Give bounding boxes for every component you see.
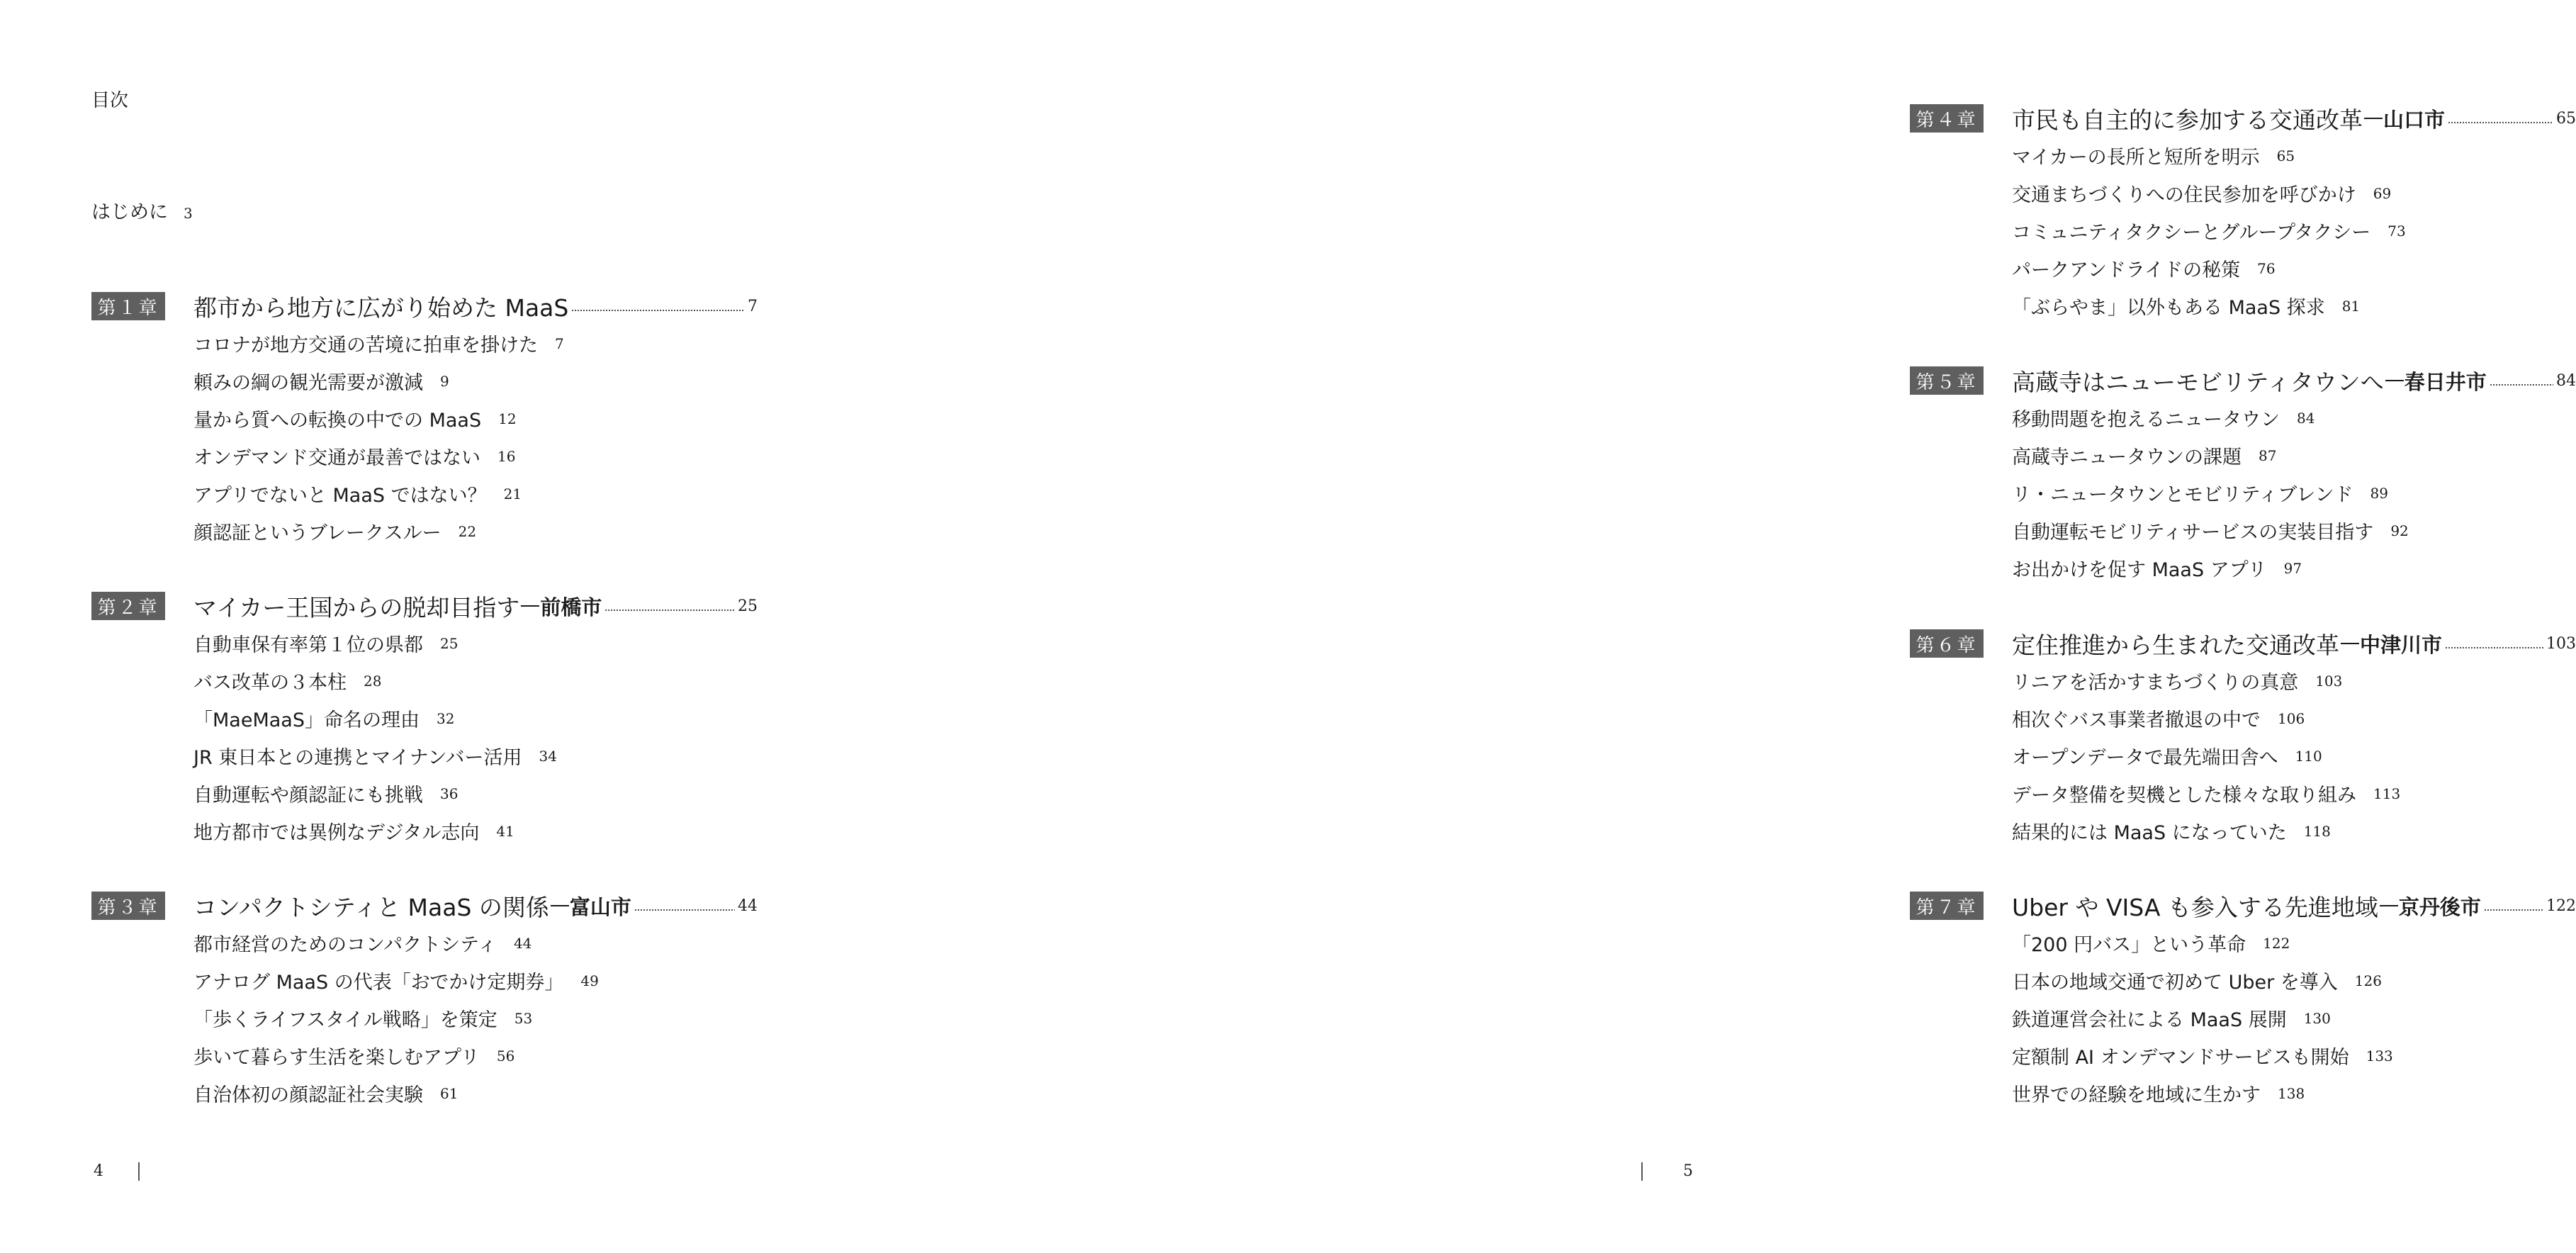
chapter-badge: 第１章 (91, 292, 165, 320)
section-title: リ・ニュータウンとモビリティブレンド (2012, 484, 2353, 506)
section-entry[interactable] (193, 512, 758, 550)
section-page-number: 130 (2303, 1009, 2331, 1027)
chapter-page-number: 122 (2546, 897, 2576, 915)
chapter-heading[interactable] (91, 288, 758, 325)
section-entry[interactable] (2012, 137, 2576, 174)
section-title: 自動運転や顔認証にも挑戦 (193, 785, 423, 807)
section-page-number: 138 (2278, 1084, 2305, 1102)
section-entry[interactable] (2012, 737, 2576, 775)
section-page-number: 53 (514, 1009, 533, 1027)
section-title: 交通まちづくりへの住民参加を呼びかけ (2012, 184, 2356, 206)
section-title: リニアを活かすまちづくりの真意 (2012, 672, 2299, 694)
chapter-heading[interactable] (1910, 887, 2576, 924)
em-dash (2380, 905, 2398, 906)
chapter-title: 市民も自主的に参加する交通改革 (2012, 106, 2363, 134)
section-entry[interactable] (193, 362, 758, 400)
section-page-number: 113 (2373, 785, 2401, 802)
section-entry[interactable] (193, 962, 758, 999)
section-entry[interactable] (2012, 399, 2576, 437)
chapter-6 (1910, 625, 2576, 850)
section-entry[interactable] (2012, 474, 2576, 512)
chapter-badge: 第２章 (91, 592, 165, 620)
section-title: 「歩くライフスタイル戦略」を策定 (193, 1009, 497, 1031)
section-entry[interactable] (193, 924, 758, 962)
chapter-heading[interactable] (1910, 362, 2576, 399)
section-title: オンデマンド交通が最善ではない (193, 447, 480, 469)
em-dash (551, 905, 569, 906)
chapter-title: 高蔵寺はニューモビリティタウンへ (2012, 368, 2384, 396)
section-title: 相次ぐバス事業者撤退の中で (2012, 709, 2261, 731)
chapter-page-number: 103 (2546, 634, 2576, 653)
section-page-number: 36 (440, 785, 459, 802)
section-title: データ整備を契機とした様々な取り組み (2012, 785, 2356, 807)
section-list (91, 325, 758, 550)
section-entry[interactable] (2012, 174, 2576, 212)
em-dash (2341, 643, 2359, 644)
section-title: オープンデータで最先端田舎へ (2012, 747, 2278, 769)
section-entry[interactable] (2012, 437, 2576, 474)
chapter-1 (91, 288, 758, 550)
dot-leader (604, 609, 735, 611)
chapter-heading[interactable] (1910, 625, 2576, 662)
chapter-3 (91, 887, 758, 1112)
section-entry[interactable] (2012, 775, 2576, 812)
section-page-number: 89 (2370, 484, 2388, 502)
chapter-city: 富山市 (569, 894, 631, 919)
chapter-page-number: 44 (738, 897, 758, 915)
section-title: 定額制 AI オンデマンドサービスも開始 (2012, 1047, 2349, 1069)
section-title: 歩いて暮らす生活を楽しむアプリ (193, 1047, 480, 1069)
section-entry[interactable] (193, 775, 758, 812)
section-page-number: 92 (2390, 522, 2409, 539)
section-page-number: 69 (2373, 184, 2392, 202)
page-number-right: 5 (1683, 1162, 1693, 1180)
section-page-number: 32 (436, 709, 455, 727)
section-page-number: 126 (2354, 972, 2382, 989)
section-entry[interactable] (193, 325, 758, 362)
section-list (1910, 399, 2576, 587)
section-entry[interactable] (2012, 662, 2576, 699)
section-page-number: 106 (2278, 709, 2305, 727)
chapter-title: 都市から地方に広がり始めた MaaS (193, 293, 569, 322)
section-title: 自動運転モビリティサービスの実装目指す (2012, 522, 2374, 544)
em-dash (2364, 118, 2383, 119)
section-title: 世界での経験を地域に生かす (2012, 1084, 2261, 1106)
section-list (91, 624, 758, 850)
section-entry[interactable] (2012, 287, 2576, 325)
section-entry[interactable] (193, 699, 758, 737)
section-entry[interactable] (2012, 999, 2576, 1037)
section-title: コミュニティタクシーとグループタクシー (2012, 222, 2371, 244)
section-page-number: 81 (2341, 297, 2361, 315)
section-title: 「MaeMaaS」命名の理由 (193, 709, 420, 731)
folio-rule (1641, 1162, 1643, 1181)
section-entry[interactable] (193, 737, 758, 775)
intro-entry[interactable] (91, 198, 193, 227)
section-page-number: 16 (497, 447, 516, 465)
section-page-number: 25 (440, 634, 459, 652)
section-page-number: 110 (2295, 747, 2322, 765)
section-page-number: 21 (503, 485, 522, 502)
section-page-number: 97 (2283, 559, 2302, 577)
section-page-number: 118 (2303, 822, 2331, 840)
section-title: アナログ MaaS の代表「おでかけ定期券」 (193, 972, 564, 994)
dot-leader (2490, 384, 2553, 386)
chapter-heading[interactable] (91, 887, 758, 924)
section-page-number: 103 (2315, 672, 2343, 690)
intro-page-number: 3 (184, 205, 193, 222)
section-entry[interactable] (2012, 512, 2576, 549)
section-list (1910, 662, 2576, 850)
section-title: 量から質への転換の中での MaaS (193, 410, 482, 432)
section-entry[interactable] (2012, 699, 2576, 737)
section-page-number: 65 (2276, 147, 2295, 164)
chapter-badge: 第４章 (1910, 104, 1984, 133)
chapter-2 (91, 588, 758, 850)
chapter-7 (1910, 887, 2576, 1112)
section-entry[interactable] (2012, 1074, 2576, 1112)
section-entry[interactable] (193, 1037, 758, 1074)
section-list (1910, 924, 2576, 1112)
section-page-number: 9 (440, 372, 449, 390)
section-page-number: 133 (2366, 1047, 2393, 1064)
chapter-badge: 第７章 (1910, 892, 1984, 920)
section-title: 結果的には MaaS になっていた (2012, 822, 2287, 844)
section-page-number: 44 (513, 934, 532, 952)
section-title: 顔認証というブレークスルー (193, 522, 441, 544)
section-title: マイカーの長所と短所を明示 (2012, 147, 2260, 169)
chapter-city: 春日井市 (2404, 369, 2487, 394)
chapter-5 (1910, 362, 2576, 587)
chapter-city: 京丹後市 (2398, 894, 2481, 919)
chapter-title: コンパクトシティと MaaS の関係 (193, 893, 549, 921)
chapter-4 (1910, 100, 2576, 325)
section-page-number: 34 (539, 747, 557, 765)
section-page-number: 56 (496, 1047, 515, 1064)
section-entry[interactable] (193, 400, 758, 437)
section-title: 頼みの綱の観光需要が激減 (193, 372, 423, 394)
section-page-number: 22 (458, 522, 477, 540)
section-title: アプリでないと MaaS ではない？ (193, 485, 487, 507)
chapter-city: 前橋市 (540, 595, 602, 619)
section-page-number: 122 (2263, 934, 2290, 952)
dot-leader (2445, 647, 2543, 648)
section-title: 自動車保有率第１位の県都 (193, 634, 423, 656)
right-page (886, 0, 2576, 1253)
section-title: 「200 円バス」という革命 (2012, 934, 2246, 956)
section-entry[interactable] (193, 999, 758, 1037)
section-list (1910, 137, 2576, 325)
chapter-page-number: 25 (738, 597, 758, 615)
section-title: パークアンドライドの秘策 (2012, 259, 2241, 281)
section-title: お出かけを促す MaaS アプリ (2012, 559, 2267, 581)
section-page-number: 73 (2387, 222, 2406, 240)
section-title: 自治体初の顔認証社会実験 (193, 1084, 423, 1106)
chapter-badge: 第３章 (91, 892, 165, 920)
section-title: 移動問題を抱えるニュータウン (2012, 409, 2280, 431)
chapter-title: Uber や VISA も参入する先進地域 (2012, 893, 2378, 921)
section-entry[interactable] (193, 662, 758, 699)
section-title: 地方都市では異例なデジタル志向 (193, 822, 480, 844)
section-title: バス改革の３本柱 (193, 672, 347, 694)
section-list (91, 924, 758, 1112)
chapter-badge: 第５章 (1910, 366, 1984, 395)
section-page-number: 61 (440, 1084, 459, 1102)
section-title: 日本の地域交通で初めて Uber を導入 (2012, 972, 2338, 994)
chapter-title: 定住推進から生まれた交通改革 (2012, 631, 2339, 659)
section-entry[interactable] (2012, 924, 2576, 962)
dot-leader (634, 909, 735, 911)
section-entry[interactable] (193, 475, 758, 512)
dot-leader (571, 310, 745, 311)
section-title: 高蔵寺ニュータウンの課題 (2012, 446, 2242, 468)
chapter-heading[interactable] (91, 588, 758, 624)
section-page-number: 28 (364, 672, 382, 690)
intro-label: はじめに (91, 201, 168, 223)
section-title: JR 東日本との連携とマイナンバー活用 (193, 747, 522, 769)
chapter-badge: 第６章 (1910, 629, 1984, 658)
section-page-number: 84 (2297, 409, 2315, 427)
chapter-heading[interactable] (1910, 100, 2576, 137)
section-page-number: 7 (555, 335, 564, 352)
chapter-page-number: 65 (2556, 109, 2576, 128)
section-entry[interactable] (193, 812, 758, 850)
section-entry[interactable] (2012, 962, 2576, 999)
section-page-number: 49 (580, 972, 599, 989)
section-title: コロナが地方交通の苦境に拍車を掛けた (193, 335, 538, 356)
section-title: 「ぶらやま」以外もある MaaS 探求 (2012, 297, 2325, 319)
section-page-number: 87 (2259, 446, 2277, 464)
dot-leader (2484, 909, 2543, 911)
dot-leader (2448, 122, 2553, 123)
section-entry[interactable] (2012, 1037, 2576, 1074)
section-page-number: 12 (498, 410, 517, 427)
section-page-number: 76 (2257, 259, 2276, 277)
section-entry[interactable] (2012, 549, 2576, 587)
page-number-left: 4 (94, 1162, 103, 1180)
section-title: 都市経営のためのコンパクトシティ (193, 934, 497, 956)
toc-title: 目次 (91, 90, 129, 111)
section-entry[interactable] (193, 624, 758, 662)
left-page (0, 0, 886, 1253)
section-page-number: 41 (496, 822, 514, 840)
section-entry[interactable] (193, 1074, 758, 1112)
folio-rule (138, 1162, 140, 1181)
section-title: 鉄道運営会社による MaaS 展開 (2012, 1009, 2287, 1031)
chapter-title: マイカー王国からの脱却目指す (193, 593, 520, 622)
section-entry[interactable] (2012, 212, 2576, 249)
em-dash (2385, 380, 2404, 381)
em-dash (521, 605, 539, 607)
section-entry[interactable] (193, 437, 758, 475)
chapter-page-number: 7 (748, 297, 758, 315)
section-entry[interactable] (2012, 249, 2576, 287)
chapter-city: 中津川市 (2360, 632, 2443, 657)
chapter-page-number: 84 (2556, 371, 2576, 390)
chapter-city: 山口市 (2383, 107, 2446, 132)
section-entry[interactable] (2012, 812, 2576, 850)
